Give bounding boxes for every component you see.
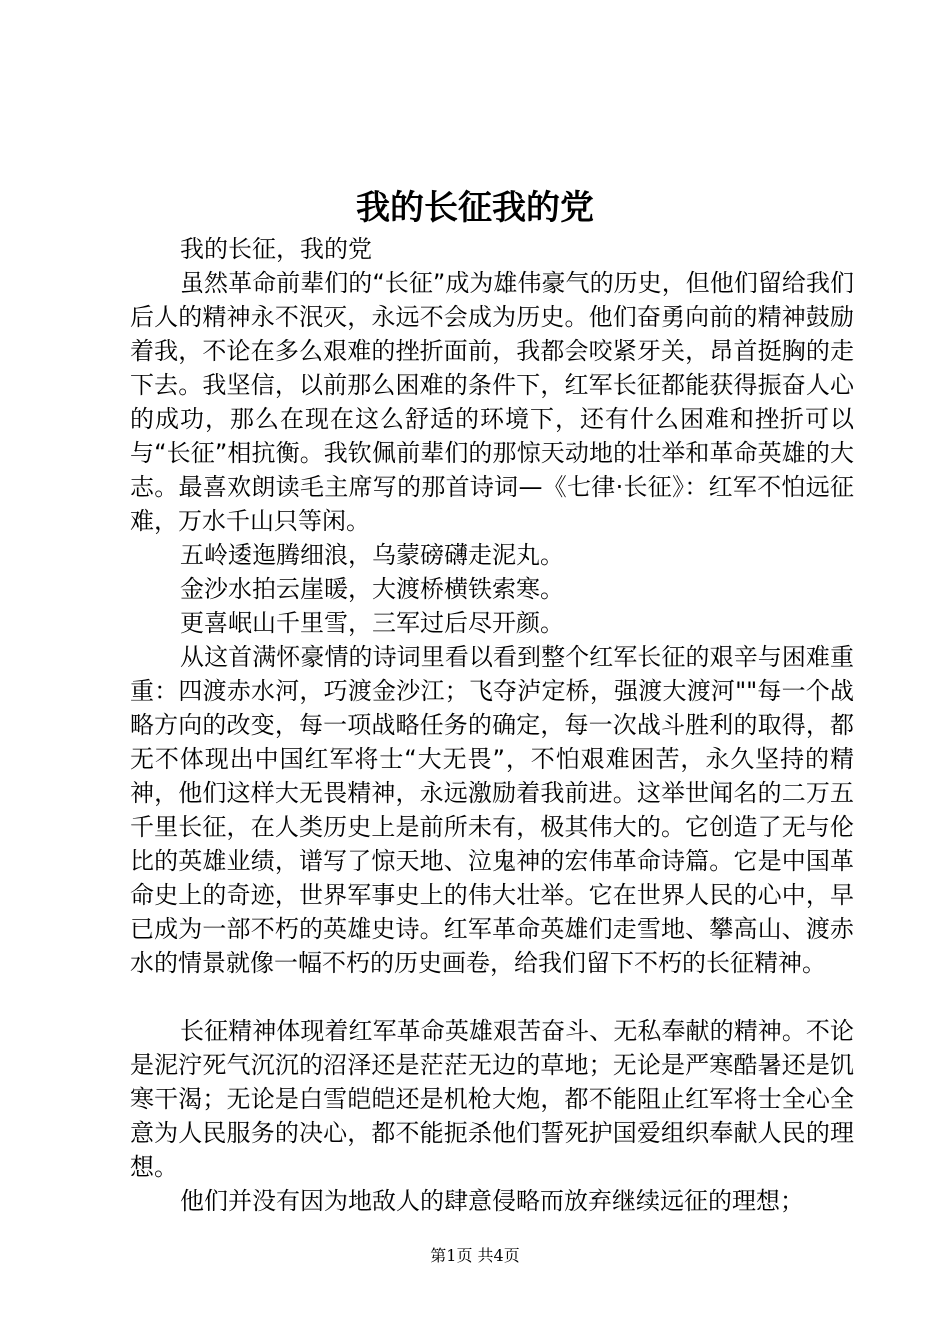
paragraph: 虽然革命前辈们的“长征”成为雄伟豪气的历史，但他们留给我们后人的精神永不泯灭，永远不会成为历史。他们奋勇向前的精神鼓励着我，不论在多么艰难的挫折面前，我都会咬紧牙关，昂首挺胸的走下去。我坚信，以前那么困难的条件下，红军长征都能获得振奋人心的成功，那么在现在这么舒适的环境下，还有什么困难和挫折可以与“长征”相抗衡。我钦佩前辈们的那惊天动地的壮举和革命英雄的大志。最喜欢朗读毛主席写的那首诗词—《七律·长征》：红军不怕远征难，万水千山只等闲。 bbox=[130, 269, 854, 535]
document-title: 我的长征我的党 bbox=[356, 188, 594, 228]
poem-line: 金沙水拍云崖暖，大渡桥横铁索寒。 bbox=[180, 575, 564, 603]
paragraph: 长征精神体现着红军革命英雄艰苦奋斗、无私奉献的精神。不论是泥泞死气沉沉的沼泽还是茫茫无边的草地；无论是严寒酷暑还是饥寒干渴；无论是白雪皑皑还是机枪大炮，都不能阻止红军将士全心全意为人民服务的决心，都不能扼杀他们誓死护国爱组织奉献人民的理想。 bbox=[130, 1017, 854, 1181]
poem-line: 五岭逶迤腾细浪，乌蒙磅礴走泥丸。 bbox=[180, 541, 564, 569]
paragraph-subtitle: 我的长征，我的党 bbox=[180, 235, 372, 263]
page-footer: 第1页 共4页 bbox=[430, 1246, 520, 1265]
paragraph: 从这首满怀豪情的诗词里看以看到整个红军长征的艰辛与困难重重：四渡赤水河，巧渡金沙江；飞夺泸定桥，强渡大渡河""每一个战略方向的改变，每一项战略任务的确定，每一次战斗胜利的取得，都无不体现出中国红军将士“大无畏”，不怕艰难困苦，永久坚持的精神，他们这样大无畏精神，永远激励着我前进。这举世闻名的二万五千里长征，在人类历史上是前所未有，极其伟大的。它创造了无与伦比的英雄业绩，谱写了惊天地、泣鬼神的宏伟革命诗篇。它是中国革命史上的奇迹，世界军事史上的伟大壮举。它在世界人民的心中，早已成为一部不朽的英雄史诗。红军革命英雄们走雪地、攀高山、渡赤水的情景就像一幅不朽的历史画卷，给我们留下不朽的长征精神。 bbox=[130, 643, 854, 977]
document-body bbox=[130, 232, 854, 1218]
paragraph: 他们并没有因为地敌人的肆意侵略而放弃继续远征的理想； bbox=[180, 1187, 804, 1215]
poem-line: 更喜岷山千里雪，三军过后尽开颜。 bbox=[180, 609, 564, 637]
